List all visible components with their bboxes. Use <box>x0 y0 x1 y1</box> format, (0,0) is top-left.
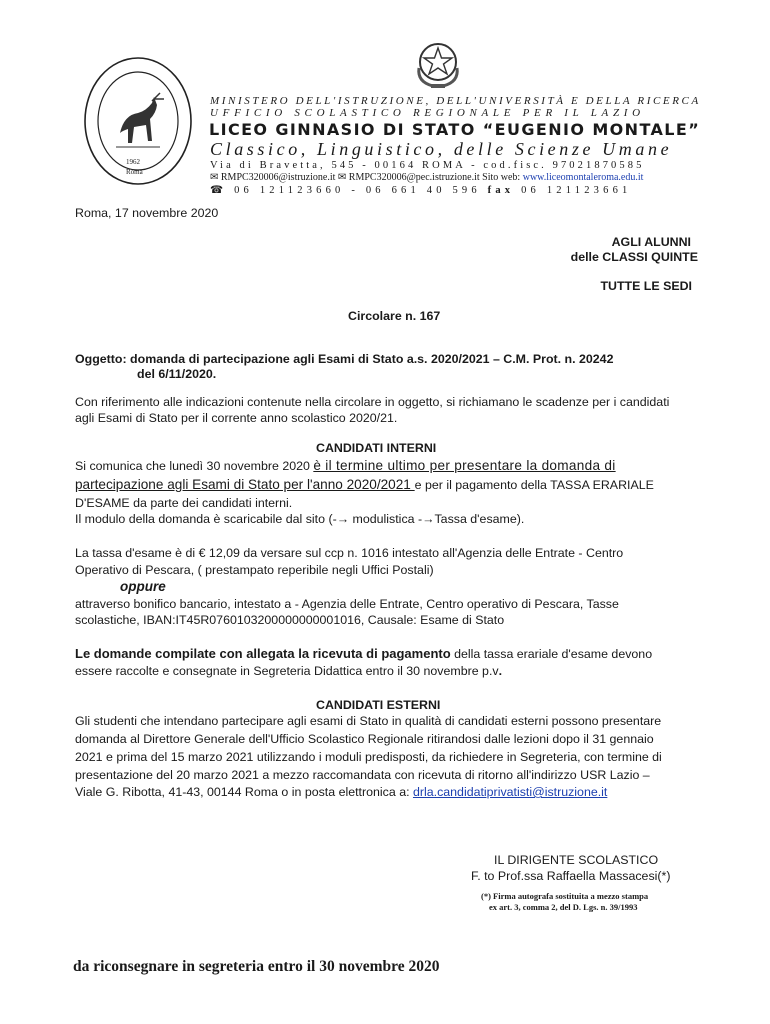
circolare-number: Circolare n. 167 <box>348 309 441 323</box>
signature-title: IL DIRIGENTE SCOLASTICO <box>494 853 659 867</box>
footer-note: da riconsegnare in segreteria entro il 30 novembre 2020 <box>73 958 440 975</box>
esterni-line-4: presentazione del 20 marzo 2021 a mezzo raccomandata con ricevuta di ritorno all'indirizzo USR Lazio – <box>75 768 650 782</box>
firma-note-1: (*) Firma autografa sostituita a mezzo stampa <box>481 891 649 901</box>
oggetto-line-1: Oggetto: domanda di partecipazione agli Esami di Stato a.s. 2020/2021 – C.M. Prot. n. 20242 <box>75 352 614 366</box>
school-subtitle: Classico, Linguistico, delle Scienze Umane <box>210 139 673 159</box>
oppure-label: oppure <box>120 579 166 594</box>
pec-text[interactable]: RMPC320006@pec.istruzione.it <box>348 172 480 183</box>
fax-number: 06 121123661 <box>521 185 632 196</box>
mail-icon: ✉ <box>210 172 219 183</box>
letter-date: Roma, 17 novembre 2020 <box>75 206 219 220</box>
firma-note-2: ex art. 3, comma 2, del D. Lgs. n. 39/1993 <box>489 902 638 912</box>
tassa-line-1: La tassa d'esame è di € 12,09 da versare sul ccp n. 1016 intestato all'Agenzia delle Entrate - Centro <box>75 546 624 560</box>
logo-year: 1962 <box>126 158 140 166</box>
section-title-interni: CANDIDATI INTERNI <box>316 441 437 455</box>
domande-line-2 <box>75 663 502 680</box>
pec-mail-icon: ✉ <box>337 172 347 183</box>
intro-line-2: agli Esami di Stato per il corrente anno scolastico 2020/21. <box>75 411 398 425</box>
domande-line-2-dot: . <box>498 664 503 678</box>
recipient-line-3: TUTTE LE SEDI <box>600 279 692 293</box>
school-name: LICEO GINNASIO DI STATO “EUGENIO MONTALE” <box>209 120 701 139</box>
fax-label: fax <box>487 185 515 196</box>
interni-line-1 <box>75 457 616 475</box>
bonifico-line-1: attraverso bonifico bancario, intestato a - Agenzia delle Entrate, Centro operativo di Pescara, Tasse <box>75 597 619 611</box>
web-label: Sito web: <box>482 172 521 183</box>
bonifico-line-2: scolastiche, IBAN:IT45R0760103200000000001016, Causale: Esame di Stato <box>75 613 505 627</box>
domande-line-1 <box>75 645 652 663</box>
esterni-line-3: 2021 e prima del 15 marzo 2021 utilizzando i moduli predisposti, da richiedere in Segreteria, con termine di <box>75 750 662 764</box>
esterni-line-5-text: Viale G. Ribotta, 41-43, 00144 Roma o in posta elettronica a: <box>75 785 413 799</box>
school-address: Via di Bravetta, 545 - 00164 ROMA - cod.fisc. 97021870585 <box>210 160 645 171</box>
esterni-line-1: Gli studenti che intendano partecipare agli esami di Stato in qualità di candidati esterni possono presentare <box>75 714 662 728</box>
recipient-line-1: AGLI ALUNNI <box>611 235 691 249</box>
esterni-email-link[interactable]: drla.candidatiprivatisti@istruzione.it <box>412 785 608 799</box>
interni-line-1-deadline: è il termine ultimo per presentare la domanda di <box>313 458 616 473</box>
intro-line-1: Con riferimento alle indicazioni contenute nella circolare in oggetto, si richiamano le scadenze per i candidati <box>75 395 670 409</box>
interni-line-1-a: Si comunica che lunedì 30 novembre 2020 <box>75 459 314 473</box>
republic-emblem-icon <box>413 38 463 90</box>
interni-line-2-deadline: partecipazione agli Esami di Stato per l'anno 2020/2021 <box>75 477 415 492</box>
oggetto-line-2: del 6/11/2020. <box>137 367 217 381</box>
contact-emails <box>210 172 643 183</box>
interni-line-4: Il modulo della domanda è scaricabile dal sito (-→ modulistica -→Tassa d'esame). <box>75 512 525 526</box>
web-link[interactable]: www.liceomontaleroma.edu.it <box>522 172 644 183</box>
interni-line-3: D'ESAME da parte dei candidati interni. <box>75 496 293 510</box>
email-text[interactable]: RMPC320006@istruzione.it <box>220 172 336 183</box>
ministry-line-2: UFFICIO SCOLASTICO REGIONALE PER IL LAZIO <box>210 107 645 119</box>
signature-name: F. to Prof.ssa Raffaella Massacesi(*) <box>471 869 671 883</box>
esterni-line-2: domanda al Direttore Generale dell'Ufficio Scolastico Regionale ritirandosi dalle lezioni dopo il 31 gennaio <box>75 732 654 746</box>
interni-line-2 <box>75 476 654 494</box>
domande-rest: della tassa erariale d'esame devono <box>450 647 653 661</box>
esterni-line-5 <box>75 784 607 801</box>
phone-icon: ☎ <box>210 185 228 196</box>
contact-phones <box>210 184 631 196</box>
recipient-line-2: delle CLASSI QUINTE <box>570 250 698 264</box>
ministry-line-1: MINISTERO DELL'ISTRUZIONE, DELL'UNIVERSITÀ E DELLA RICERCA <box>210 95 701 107</box>
domande-bold: Le domande compilate con allegata la ricevuta di pagamento <box>75 646 451 661</box>
logo-city: Roma <box>126 168 143 176</box>
interni-line-2-b: e per il pagamento della TASSA ERARIALE <box>414 478 654 492</box>
domande-line-2-text: essere raccolte e consegnate in Segreteria Didattica entro il 30 novembre p.v <box>75 664 499 678</box>
section-title-esterni: CANDIDATI ESTERNI <box>316 698 441 712</box>
tassa-line-2: Operativo di Pescara, ( prestampato reperibile negli Uffici Postali) <box>75 563 434 577</box>
phone-numbers: 06 121123660 - 06 661 40 596 <box>234 185 481 196</box>
